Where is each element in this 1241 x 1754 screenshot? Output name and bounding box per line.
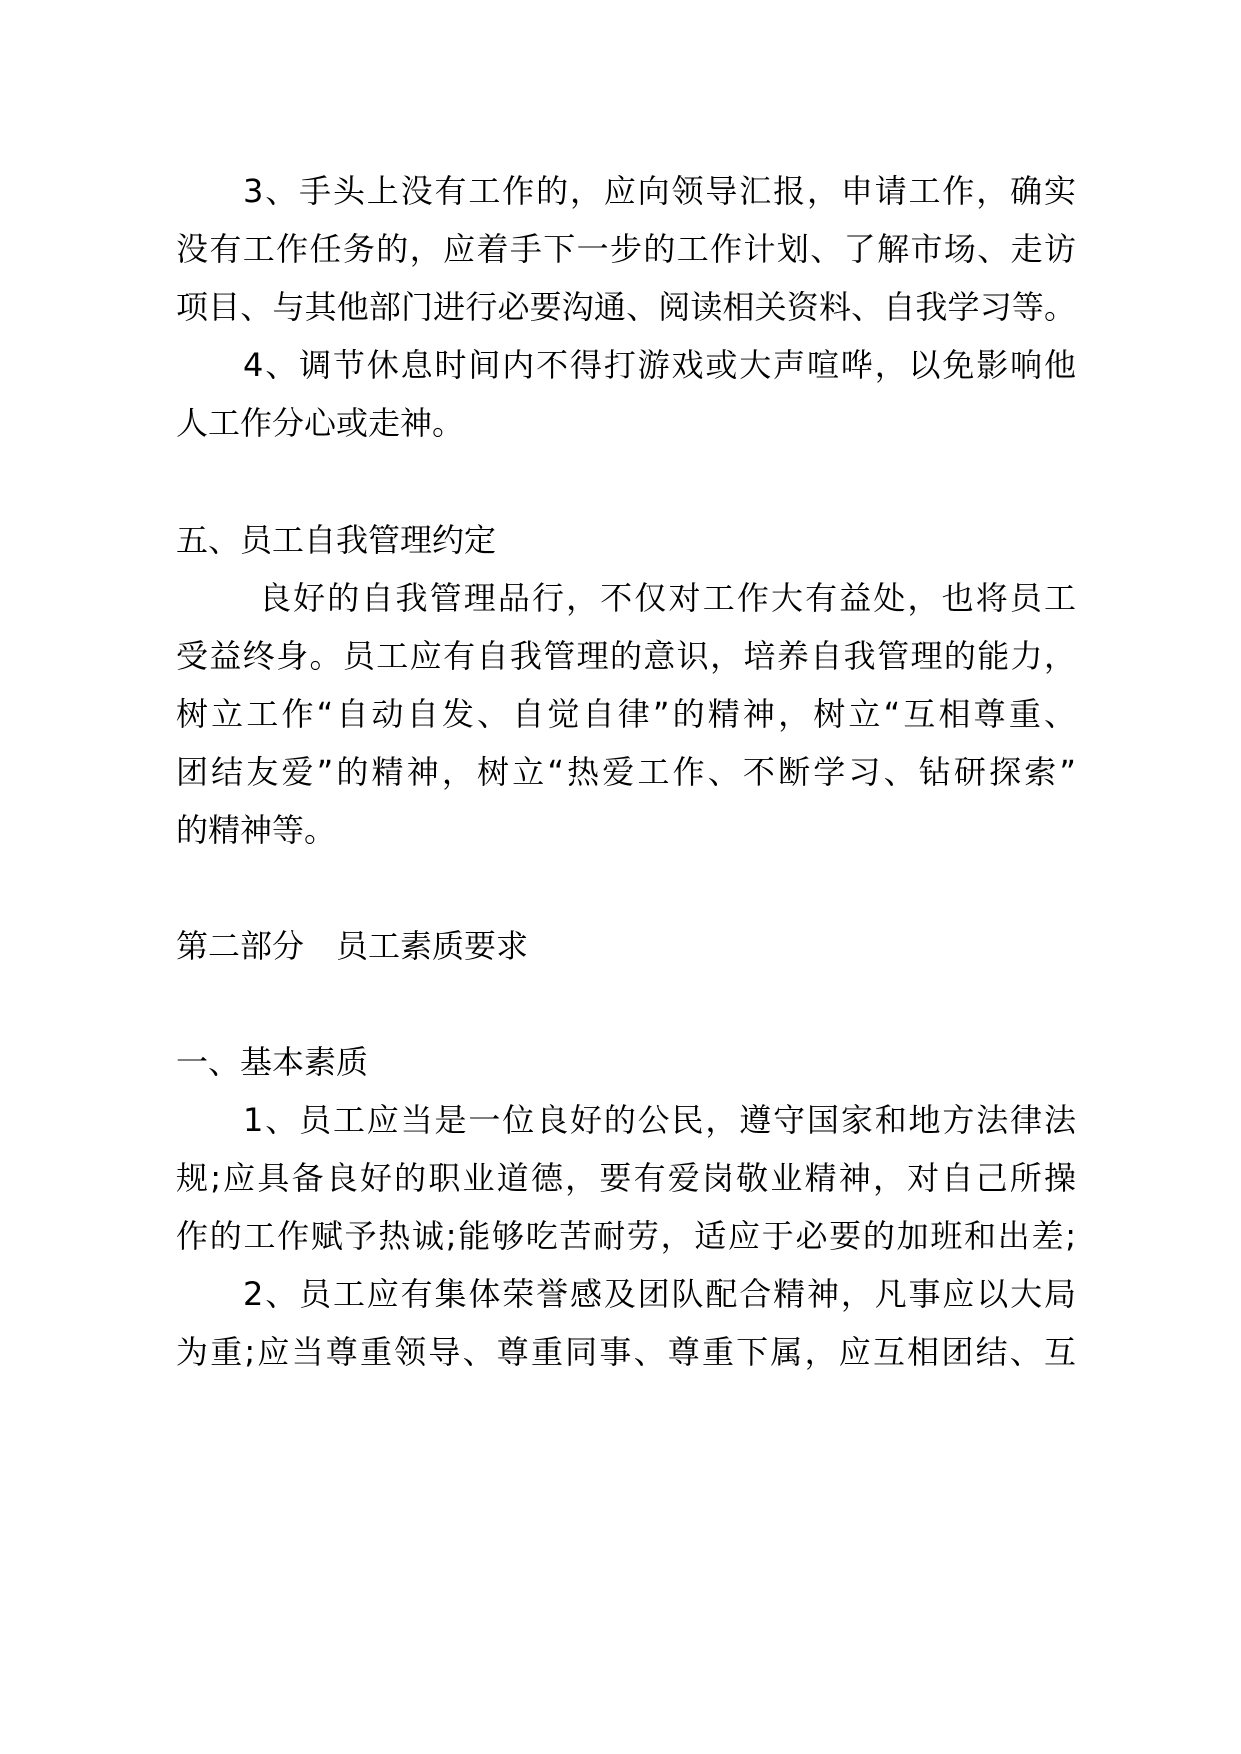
basic-item1-line3: 作的工作赋予热诚;能够吃苦耐劳，适应于必要的加班和出差; xyxy=(176,1217,1076,1255)
item4-line2: 人工作分心或走神。 xyxy=(176,404,465,442)
section-five-heading: 五、员工自我管理约定 xyxy=(176,521,497,559)
part-two-heading: 第二部分 员工素质要求 xyxy=(176,927,529,965)
section-five-line2: 受益终身。员工应有自我管理的意识，培养自我管理的能力， xyxy=(176,637,1076,675)
section-five-line4: 团结友爱”的精神，树立“热爱工作、不断学习、钻研探索” xyxy=(176,753,1076,791)
basic-quality-heading: 一、基本素质 xyxy=(176,1043,369,1081)
basic-item1-line2: 规;应具备良好的职业道德，要有爱岗敬业精神，对自己所操 xyxy=(176,1159,1076,1197)
item4-line1: 4、调节休息时间内不得打游戏或大声喧哗，以免影响他 xyxy=(243,346,1076,384)
item3-line3: 项目、与其他部门进行必要沟通、阅读相关资料、自我学习等。 xyxy=(176,288,1076,326)
item3-line1: 3、手头上没有工作的，应向领导汇报，申请工作，确实 xyxy=(243,172,1076,210)
section-five-line1: 良好的自我管理品行，不仅对工作大有益处，也将员工 xyxy=(259,579,1076,617)
section-five-line5: 的精神等。 xyxy=(176,811,337,849)
basic-item1-line1: 1、员工应当是一位良好的公民，遵守国家和地方法律法 xyxy=(243,1101,1076,1139)
basic-item2-line1: 2、员工应有集体荣誉感及团队配合精神，凡事应以大局 xyxy=(243,1275,1076,1313)
basic-item2-line2: 为重;应当尊重领导、尊重同事、尊重下属，应互相团结、互 xyxy=(176,1333,1076,1371)
section-five-line3: 树立工作“自动自发、自觉自律”的精神，树立“互相尊重、 xyxy=(176,695,1076,733)
item3-line2: 没有工作任务的，应着手下一步的工作计划、了解市场、走访 xyxy=(176,230,1076,268)
